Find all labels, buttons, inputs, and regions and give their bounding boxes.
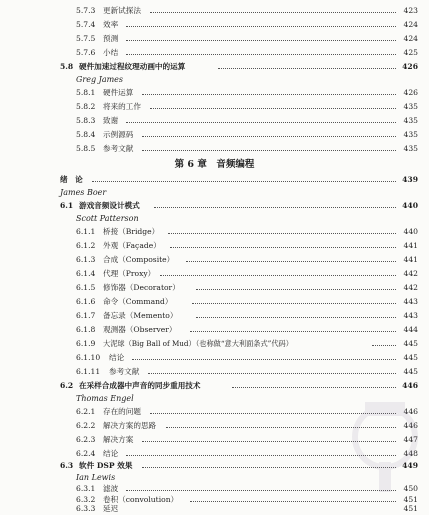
entry-number: 5.8.2 — [76, 102, 96, 111]
section-author: Ian Lewis — [76, 473, 116, 482]
toc-entry — [0, 296, 429, 308]
entry-page: 450 — [403, 484, 418, 493]
dot-leader — [126, 54, 396, 55]
entry-page: 447 — [403, 435, 418, 444]
entry-title: 存在的问题 — [103, 407, 141, 416]
entry-number: 5.7.4 — [76, 20, 96, 29]
entry-page: 445 — [403, 339, 418, 348]
entry-title: 桥接（Bridge） — [103, 227, 160, 236]
section-title: 绪 论 — [60, 175, 83, 184]
entry-number: 6.1.5 — [76, 283, 96, 292]
entry-page: 443 — [403, 297, 418, 306]
entry-number: 6.1.4 — [76, 269, 96, 278]
entry-number: 6.1.2 — [76, 241, 96, 250]
entry-title: 解决方案的思路 — [103, 421, 157, 430]
entry-number: 6.1.6 — [76, 297, 96, 306]
section-number: 6.3 — [60, 461, 74, 470]
dot-leader — [232, 387, 396, 388]
entry-number: 6.1.8 — [76, 325, 96, 334]
entry-page: 442 — [403, 283, 418, 292]
dot-leader — [126, 455, 396, 456]
toc-entry — [0, 5, 429, 17]
toc-entry — [0, 268, 429, 280]
entry-title: 更新试探法 — [103, 6, 141, 15]
toc-entry — [0, 324, 429, 336]
entry-page: 448 — [403, 449, 418, 458]
toc-entry — [0, 143, 429, 155]
toc-entry — [0, 47, 429, 59]
entry-title: 修饰器（Decorator） — [103, 283, 180, 292]
entry-number: 6.1.10 — [76, 353, 101, 362]
entry-title: 合成（Composite） — [103, 255, 175, 264]
entry-title: 结论 — [103, 449, 119, 458]
entry-number: 6.1.3 — [76, 255, 96, 264]
entry-page: 435 — [403, 116, 418, 125]
toc-entry — [0, 420, 429, 432]
toc-section — [0, 460, 429, 472]
entry-number: 6.2.4 — [76, 449, 96, 458]
section-page: 426 — [402, 62, 418, 71]
toc-section — [0, 200, 429, 212]
section-title: 软件 DSP 效果 — [79, 461, 133, 470]
dot-leader — [170, 247, 396, 248]
entry-number: 6.3.1 — [76, 484, 96, 493]
entry-number: 6.1.9 — [76, 339, 96, 348]
entry-title: 预测 — [103, 34, 119, 43]
entry-page: 444 — [403, 325, 418, 334]
entry-page: 445 — [403, 367, 418, 376]
dot-leader — [142, 94, 396, 95]
entry-page: 435 — [403, 130, 418, 139]
entry-title: 备忘录（Memento） — [103, 311, 178, 320]
entry-number: 5.7.6 — [76, 48, 96, 57]
dot-leader — [166, 427, 396, 428]
dot-leader — [126, 26, 396, 27]
dot-leader — [168, 233, 396, 234]
toc-entry — [0, 129, 429, 141]
entry-page: 445 — [403, 353, 418, 362]
dot-leader — [148, 373, 396, 374]
toc-entry — [0, 352, 429, 364]
entry-title: 参考文献 — [103, 144, 134, 153]
entry-page: 435 — [403, 102, 418, 111]
entry-number: 5.8.5 — [76, 144, 96, 153]
entry-page: 446 — [403, 421, 418, 430]
entry-number: 6.2.2 — [76, 421, 96, 430]
section-page: 440 — [402, 201, 418, 210]
toc-entry — [0, 226, 429, 238]
dot-leader — [92, 181, 396, 182]
toc-section — [0, 174, 429, 186]
section-author: Scott Patterson — [76, 214, 139, 223]
section-number: 6.2 — [60, 381, 74, 390]
entry-number: 5.7.3 — [76, 6, 96, 15]
entry-number: 6.2.1 — [76, 407, 96, 416]
section-title: 硬件加速过程纹理动画中的运算 — [79, 62, 186, 71]
section-author: James Boer — [60, 188, 107, 197]
section-number: 6.1 — [60, 201, 74, 210]
entry-page: 451 — [403, 504, 418, 513]
entry-page: 423 — [403, 6, 418, 15]
dot-leader — [218, 68, 396, 69]
entry-title: 结论 — [109, 353, 125, 362]
section-title: 游戏音频设计模式 — [79, 201, 140, 210]
entry-title: 效率 — [103, 20, 119, 29]
dot-leader — [142, 467, 396, 468]
section-number: 5.8 — [60, 62, 74, 71]
entry-number: 5.7.5 — [76, 34, 96, 43]
entry-title: 致谢 — [103, 116, 119, 125]
entry-title: 示例源码 — [103, 130, 134, 139]
entry-page: 440 — [403, 227, 418, 236]
entry-title: 卷积（convolution） — [103, 495, 179, 504]
dot-leader — [196, 317, 396, 318]
dot-leader — [142, 441, 396, 442]
section-title: 在采样合成器中声音的同步重用技术 — [79, 381, 201, 390]
entry-number: 6.1.11 — [76, 367, 101, 376]
entry-page: 424 — [403, 34, 418, 43]
entry-title: 将来的工作 — [103, 102, 141, 111]
entry-title: 代理（Proxy） — [103, 269, 156, 278]
dot-leader — [150, 12, 396, 13]
entry-page: 442 — [403, 269, 418, 278]
section-page: 439 — [402, 175, 418, 184]
toc-entry — [0, 406, 429, 418]
dot-leader — [196, 289, 396, 290]
toc-section — [0, 61, 429, 73]
dot-leader — [142, 150, 396, 151]
dot-leader — [190, 501, 396, 502]
dot-leader — [154, 207, 396, 208]
toc-entry — [0, 254, 429, 266]
entry-page: 443 — [403, 311, 418, 320]
toc-entry — [0, 503, 429, 513]
dot-leader — [126, 122, 396, 123]
entry-title: 滤波 — [103, 484, 119, 493]
entry-number: 6.3.2 — [76, 495, 96, 504]
entry-title: 参考文献 — [109, 367, 140, 376]
entry-page: 451 — [403, 495, 418, 504]
section-author: Greg James — [76, 75, 124, 84]
dot-leader — [126, 40, 396, 41]
entry-number: 6.3.3 — [76, 504, 96, 513]
toc-entry — [0, 448, 429, 460]
toc-entry — [0, 338, 429, 350]
toc-section — [0, 380, 429, 392]
entry-page: 424 — [403, 20, 418, 29]
toc-entry — [0, 33, 429, 45]
entry-number: 6.2.3 — [76, 435, 96, 444]
entry-number: 5.8.4 — [76, 130, 96, 139]
entry-page: 446 — [403, 407, 418, 416]
toc-entry — [0, 240, 429, 252]
toc-entry — [0, 101, 429, 113]
entry-page: 441 — [403, 255, 418, 264]
dot-leader — [192, 303, 396, 304]
section-author: Thomas Engel — [76, 394, 134, 403]
toc-entry — [0, 366, 429, 378]
entry-page: 441 — [403, 241, 418, 250]
dot-leader — [132, 359, 396, 360]
entry-title: 外观（Façade） — [103, 241, 161, 250]
entry-title: 延迟 — [103, 504, 119, 513]
dot-leader — [142, 136, 396, 137]
toc-entry — [0, 115, 429, 127]
entry-title: 观测器（Observer） — [103, 325, 177, 334]
dot-leader — [126, 490, 396, 491]
entry-number: 5.8.1 — [76, 88, 96, 97]
section-page: 446 — [402, 381, 418, 390]
entry-title: 解决方案 — [103, 435, 134, 444]
entry-page: 426 — [403, 88, 418, 97]
dot-leader — [160, 275, 396, 276]
entry-number: 6.1.7 — [76, 311, 96, 320]
entry-page: 435 — [403, 144, 418, 153]
toc-entry — [0, 282, 429, 294]
entry-number: 5.8.3 — [76, 116, 96, 125]
dot-leader — [150, 108, 396, 109]
entry-title: 命令（Command） — [103, 297, 173, 306]
chapter-heading: 第 6 章 音频编程 — [174, 159, 255, 170]
toc-entry — [0, 310, 429, 322]
toc-entry — [0, 434, 429, 446]
dot-leader — [190, 331, 396, 332]
entry-title: 大泥球（Big Ball of Mud）（也称做“意大利面条式”代码） — [103, 339, 293, 348]
entry-page: 425 — [403, 48, 418, 57]
toc-entry — [0, 19, 429, 31]
entry-title: 硬件运算 — [103, 88, 134, 97]
section-page: 449 — [402, 461, 418, 470]
entry-number: 6.1.1 — [76, 227, 96, 236]
toc-entry — [0, 87, 429, 99]
dot-leader — [150, 413, 396, 414]
dot-leader — [186, 261, 396, 262]
entry-title: 小结 — [103, 48, 119, 57]
